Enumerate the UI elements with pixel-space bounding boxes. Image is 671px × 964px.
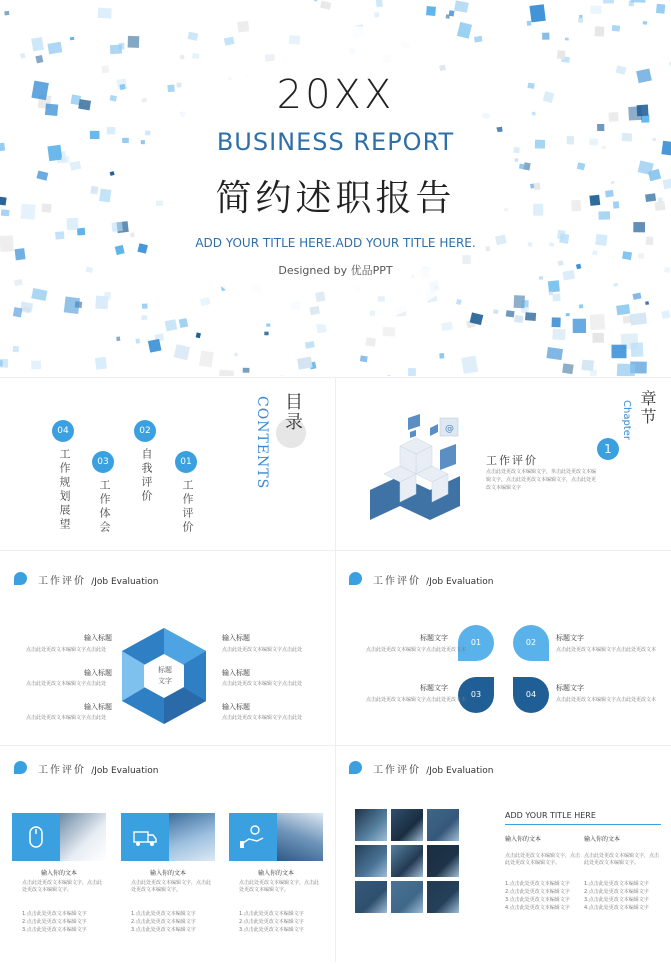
- grid-list-item: 3.点击此处更改文本编辑文字: [505, 897, 570, 903]
- card-icon-tile: [229, 813, 277, 861]
- bubble-desc: 点击此处更改文本编辑文字点击此处更改文本: [556, 647, 657, 653]
- bubble-01: 01: [458, 625, 494, 661]
- card-list-item: 1.点击此处更改文本编辑文字: [131, 911, 196, 917]
- grid-list-item: 1.点击此处更改文本编辑文字: [505, 881, 570, 887]
- photo-grid-tile: [355, 881, 387, 913]
- hexagon-left-desc: 点击此处更改文本编辑文字点击此处: [26, 715, 107, 721]
- cover-title-cn: 简约述职报告: [215, 178, 456, 219]
- section-title-cn: 工作评价: [38, 576, 86, 587]
- bubble-label: 标题文字: [420, 634, 448, 642]
- section-title-cn: 工作评价: [373, 765, 421, 776]
- section-title-en: /Job Evaluation: [91, 577, 159, 587]
- card-list-item: 2.点击此处更改文本编辑文字: [22, 919, 87, 925]
- card-photo: [277, 813, 323, 861]
- card-icon-tile: [121, 813, 169, 861]
- photo-grid-tile: [391, 881, 423, 913]
- card-icon-tile: [12, 813, 60, 861]
- hexagon-left-label: 输入标题: [84, 669, 112, 677]
- bubble-02: 02: [513, 625, 549, 661]
- hand-coin-icon: [229, 813, 277, 861]
- contents-num-badge: 04: [52, 420, 74, 442]
- hexagon-right-label: 输入标题: [222, 634, 250, 642]
- contents-item-label: 工作评价: [181, 479, 194, 535]
- card-list-item: 2.点击此处更改文本编辑文字: [131, 919, 196, 925]
- card-desc: 点击此处更改文本编辑文字，点击此处更改文本编辑文字。: [131, 880, 212, 893]
- grid-list-item: 1.点击此处更改文本编辑文字: [584, 881, 649, 887]
- cover-slide[interactable]: [0, 0, 671, 376]
- grid-column-title: 输入你的文本: [505, 836, 542, 843]
- cover-designer: Designed by 优品PPT: [278, 264, 393, 277]
- bubble-desc: 点击此处更改文本编辑文字点击此处更改文本: [556, 697, 657, 703]
- card-list-item: 1.点击此处更改文本编辑文字: [239, 911, 304, 917]
- contents-item-label: 工作体会: [98, 479, 111, 535]
- photo-grid-tile: [427, 845, 459, 877]
- chapter-heading-cn: 章节: [638, 390, 657, 426]
- section-bullet-icon: [14, 572, 27, 585]
- card-list-item: 3.点击此处更改文本编辑文字: [239, 927, 304, 933]
- svg-text:@: @: [445, 424, 454, 434]
- card-photo: [169, 813, 215, 861]
- grid-column-title: 输入你的文本: [584, 836, 621, 843]
- hexagon-center-line2: 文字: [158, 677, 172, 685]
- grid-list-item: 4.点击此处更改文本编辑文字: [584, 905, 649, 911]
- row-divider: [0, 745, 671, 746]
- chapter-title: 工作评价: [486, 454, 538, 467]
- grid-list-item: 2.点击此处更改文本编辑文字: [584, 889, 649, 895]
- cube-illustration: [360, 410, 472, 530]
- bubble-desc: 点击此处更改文本编辑文字点击此处更改文本: [366, 697, 467, 703]
- bubble-label: 标题文字: [556, 634, 584, 642]
- hexagon-left-desc: 点击此处更改文本编辑文字点击此处: [26, 681, 107, 687]
- photo-grid-tile: [391, 845, 423, 877]
- card-list-item: 1.点击此处更改文本编辑文字: [22, 911, 87, 917]
- bubble-04: 04: [513, 677, 549, 713]
- contents-num-badge: 02: [134, 420, 156, 442]
- photo-grid-tile: [355, 809, 387, 841]
- section-title-en: /Job Evaluation: [426, 766, 494, 776]
- photo-grid-tile: [427, 881, 459, 913]
- grid-slide-title: ADD YOUR TITLE HERE: [505, 811, 596, 820]
- bubble-label: 标题文字: [556, 684, 584, 692]
- card-photo: [60, 813, 106, 861]
- card-list-item: 3.点击此处更改文本编辑文字: [22, 927, 87, 933]
- contents-num-badge: 01: [175, 451, 197, 473]
- hexagon-center-line1: 标题: [158, 666, 172, 674]
- hexagon-left-label: 输入标题: [84, 703, 112, 711]
- hexagon-left-label: 输入标题: [84, 634, 112, 642]
- card-title: 输入你的文本: [257, 870, 294, 877]
- contents-heading-en: CONTENTS: [254, 396, 270, 490]
- chapter-number: 1: [597, 438, 619, 460]
- grid-list-item: 4.点击此处更改文本编辑文字: [505, 905, 570, 911]
- card-list: [131, 910, 196, 934]
- column-divider: [335, 378, 336, 962]
- grid-column-desc: 点击此处更改文本编辑文字，点击此处更改文本编辑文字。: [584, 853, 660, 866]
- card-title: 输入你的文本: [149, 870, 186, 877]
- grid-column-list: [584, 880, 649, 912]
- contents-heading-cn: 目录: [282, 392, 303, 432]
- card-list: [22, 910, 87, 934]
- card-list: [239, 910, 304, 934]
- bubble-desc: 点击此处更改文本编辑文字点击此处更改文本: [366, 647, 467, 653]
- section-bullet-icon: [349, 572, 362, 585]
- hexagon-right-label: 输入标题: [222, 669, 250, 677]
- contents-item-label: 工作规划展望: [58, 448, 71, 532]
- card-desc: 点击此处更改文本编辑文字，点击此处更改文本编辑文字。: [239, 880, 320, 893]
- chapter-heading-en: Chapter: [621, 400, 632, 440]
- photo-grid-tile: [355, 845, 387, 877]
- photo-grid-tile: [391, 809, 423, 841]
- section-title-cn: 工作评价: [373, 576, 421, 587]
- section-title: [373, 572, 493, 587]
- row-divider: [0, 550, 671, 551]
- mouse-icon: [12, 813, 60, 861]
- hexagon-right-desc: 点击此处更改文本编辑文字点击此处: [222, 647, 303, 653]
- section-title: [38, 761, 158, 776]
- photo-grid-tile: [427, 809, 459, 841]
- grid-column-list: [505, 880, 570, 912]
- hexagon-left-desc: 点击此处更改文本编辑文字点击此处: [26, 647, 107, 653]
- grid-column-desc: 点击此处更改文本编辑文字，点击此处更改文本编辑文字。: [505, 853, 581, 866]
- section-title: [38, 572, 158, 587]
- hexagon-right-desc: 点击此处更改文本编辑文字点击此处: [222, 681, 303, 687]
- section-bullet-icon: [349, 761, 362, 774]
- contents-num-badge: 03: [92, 451, 114, 473]
- card-list-item: 3.点击此处更改文本编辑文字: [131, 927, 196, 933]
- card-title: 输入你的文本: [40, 870, 77, 877]
- chapter-description: 点击此处更改文本编辑文字，单击此处更改文本编辑文字，点击此处更改文本编辑文字，点击此处更改文本编辑文字: [486, 469, 597, 491]
- cover-year: 20XX: [276, 72, 395, 118]
- grid-list-item: 2.点击此处更改文本编辑文字: [505, 889, 570, 895]
- contents-item-label: 自我评价: [140, 448, 153, 504]
- bubble-03: 03: [458, 677, 494, 713]
- card-desc: 点击此处更改文本编辑文字，点击此处更改文本编辑文字。: [22, 880, 103, 893]
- truck-icon: [121, 813, 169, 861]
- hexagon-right-label: 输入标题: [222, 703, 250, 711]
- section-bullet-icon: [14, 761, 27, 774]
- cover-title-en: BUSINESS REPORT: [216, 128, 455, 156]
- card-list-item: 2.点击此处更改文本编辑文字: [239, 919, 304, 925]
- grid-list-item: 3.点击此处更改文本编辑文字: [584, 897, 649, 903]
- bubble-label: 标题文字: [420, 684, 448, 692]
- cover-subtitle: ADD YOUR TITLE HERE.ADD YOUR TITLE HERE.: [195, 236, 476, 250]
- section-title-en: /Job Evaluation: [91, 766, 159, 776]
- section-title-cn: 工作评价: [38, 765, 86, 776]
- section-title: [373, 761, 493, 776]
- hexagon-right-desc: 点击此处更改文本编辑文字点击此处: [222, 715, 303, 721]
- section-title-en: /Job Evaluation: [426, 577, 494, 587]
- title-underline: [505, 824, 661, 825]
